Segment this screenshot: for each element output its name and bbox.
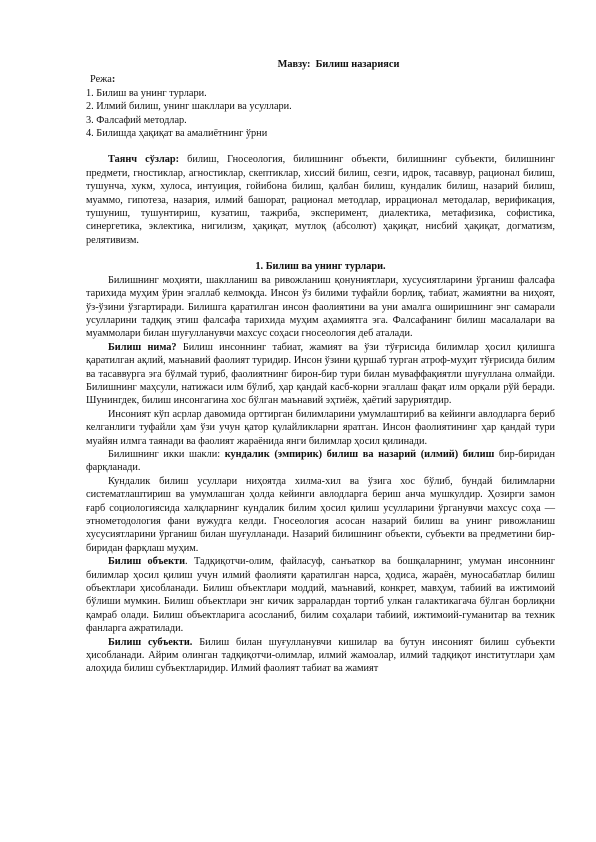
plan-label: Режа:: [90, 74, 116, 86]
plan-item: 2. Илмий билиш, унинг шакллари ва усуллари.: [86, 101, 292, 113]
paragraph-emphasis: кундалик (эмпирик) билиш ва назарий (илмий) билиш: [224, 448, 495, 460]
keywords-label: Таянч сўзлар:: [108, 154, 180, 166]
paragraph-lead: Билиш нима?: [108, 341, 177, 353]
keywords-paragraph: [86, 153, 555, 247]
title-text: Билиш назарияси: [315, 59, 400, 70]
document-page: [86, 58, 555, 676]
paragraph-lead: Билиш субъекти.: [108, 636, 193, 648]
paragraph: Билишнинг икки шакли: кундалик (эмпирик) билиш ва назарий (илмий) билиш бир-биридан фарқланади.: [86, 448, 555, 474]
paragraph: Билишнинг моҳияти, шаклланиш ва ривожланиш қонуниятлари, хусусиятларини ўрганиш фалсафа тарихида муҳим ўрин эгаллаб келмоқда. Инсон ўз билими туфайли борлиқ, табиат, жамиятни ва ниҳоят, ўз-ўзини ўзгартиради. Билишга қаратилган инсон фаолиятини ва уни амалга оширишнинг энг самарали усулларини тадқиқ этиш фалсафа тарихида муҳим аҳамиятга эга. Фалсафанинг билиш масалалари ва муаммолари билан шуғулланувчи махсус соҳаси гносеология деб аталади.: [86, 274, 555, 340]
section-title: 1. Билиш ва унинг турлари.: [255, 261, 386, 273]
paragraph: Кундалик билиш усуллари ниҳоятда хилма-хил ва ўзига хос бўлиб, бундай билимларни систематлаштириш ва умумлашган ҳолда кейинги авлодларга бериш анча мушкулдир. Ҳозирги замон ғарб социологиясида халқларнинг кундалик билим ҳосил қилиш усулларини ўрганувчи махсус соҳа — этнометодология фани вужудга келди. Гносеология асосан назарий билиш ва унинг ривожланиш хусусиятларини ўрганиш билан шуғулланади. Назарий билишнинг объекти, субъекти ва предметини бир-биридан фарқлаш муҳим.: [86, 475, 555, 554]
page-title: [122, 58, 555, 71]
paragraph: Инсоният кўп асрлар давомида орттирган билимларини умумлаштириб ва кейинги авлодларга бериб келганлиги туфайли ҳам ўзи учун қатор қулайликларни яратган. Инсон фаолиятининг ҳар қандай тури муайян илмга таянади ва фаолият жараёнида янги билимлар ҳосил қилинади.: [86, 408, 555, 447]
spacer: [86, 140, 555, 153]
plan-item: 1. Билиш ва унинг турлари.: [86, 87, 207, 99]
title-prefix: Мавзу:: [277, 59, 311, 70]
paragraph-lead: Билиш объекти: [108, 556, 186, 568]
plan-item: 4. Билишда ҳақиқат ва амалиётнинг ўрни: [86, 128, 268, 140]
keywords-text: билиш, Гносеология, билишнинг объекти, билишнинг субъекти, билишнинг предмети, гностиклар, агностиклар, скептиклар, хиссий билиш, сезги, идрок, тасаввур, рационал билиш, тушунча, хукм, хулоса, интуиция, гойибона билиш, қалбан билиш, кундалик билиш, назарий билиш, муаммо, гипотеза, назария, илмий башорат, рационал методлар, иррационал методалар, верификация, тушуниш, тушунтириш, кузатиш, тажриба, эксперимент, диалектика, метафизика, софистика, синергетика, эклектика, нигилизм, ҳақиқат, мутлоқ (абсолют) ҳақиқат, нисбий ҳақиқат, догматизм, релятивизм.: [86, 154, 555, 246]
paragraph: Билиш нима? Билиш инсоннинг табиат, жамият ва ўзи тўғрисида билимлар ҳосил қилишга қаратилган ақлий, маънавий фаолият туридир. Инсон ўзини қуршаб турган атроф-муҳит тўғрисида билим ва тасаввурга эга бўлмай туриб, фаолиятнинг бирон-бир тури билан муваффақиятли шуғуллана олмайди. Билишнинг маҳсули, натижаси илм бўлиб, ҳар қандай касб-корни эгаллаш фақат илм орқали рўй беради. Шунингдек, билиш инсонгагина хос бўлган маънавий эҳтиёж, ҳаётий заруриятдир.: [86, 341, 555, 407]
plan-item: 3. Фалсафий методлар.: [86, 114, 187, 126]
paragraph: Билиш объекти. Тадқиқотчи-олим, файласуф, санъаткор ва бошқаларнинг, умуман инсоннинг билимлар ҳосил қилиш учун илмий фаолияти қаратилган нарса, ҳодиса, жараён, муносабатлар билиш объектлари ҳисобланади. Билиш объектлари моддий, маънавий, конкрет, мавҳум, табиий ва ижтимоий бўлиши мумкин. Билиш объектлари энг кичик зарралардан тортиб улкан галактикагача бўлган борлиқни қамраб олади. Билиш объектларига асосланиб, билим соҳалари табиий, ижтимоий-гуманитар ва техник фанларга ажратилади.: [86, 556, 555, 635]
paragraph: Билиш субъекти. Билиш билан шуғулланувчи кишилар ва бутун инсоният билиш субъекти ҳисобланади. Айрим олинган тадқиқотчи-олимлар, илмий жамоалар, илмий тадқиқот институтлари ҳам алоҳида билиш субъектларидир. Илмий фаолият табиат ва жамият: [86, 636, 555, 675]
